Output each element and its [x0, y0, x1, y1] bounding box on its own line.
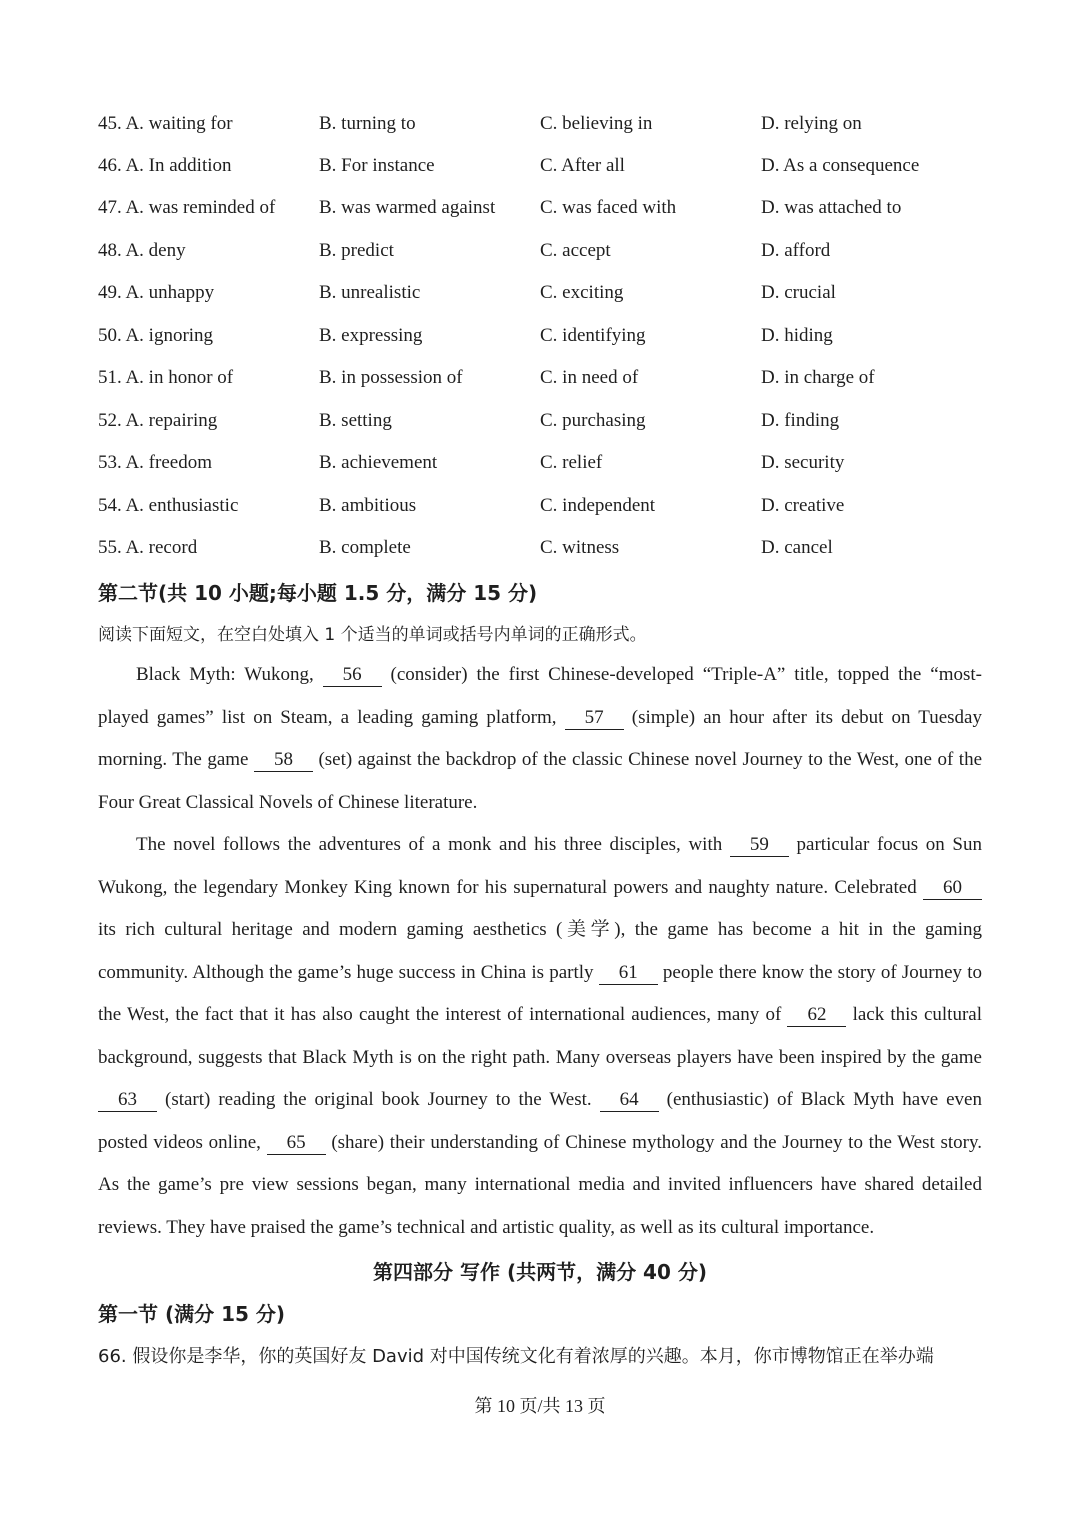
option-b: B. unrealistic: [319, 282, 421, 303]
passage-text: (set) against the backdrop of the classic Chinese novel Journey to the West, one of the Four Great Classical Novels of Chinese literature.: [98, 749, 982, 813]
option-b: B. complete: [319, 537, 411, 558]
passage-text: lack this cultural background, suggests that Black Myth is on the right path. Many overseas players have been inspired by the game: [98, 1004, 982, 1068]
blank-65: 65: [267, 1132, 326, 1155]
option-a: 53. A. freedom: [98, 452, 212, 473]
passage-paragraph-1: [98, 654, 982, 824]
option-c: C. After all: [540, 155, 625, 176]
option-row-54: [98, 490, 982, 522]
option-c: C. accept: [540, 240, 611, 261]
blank-64: 64: [600, 1089, 659, 1112]
question-66: 66. 假设你是李华，你的英国好友 David 对中国传统文化有着浓厚的兴趣。本月，你市博物馆正在举办端: [98, 1346, 934, 1367]
option-c: C. believing in: [540, 113, 653, 134]
option-a: 49. A. unhappy: [98, 282, 215, 303]
passage-text: its rich cultural heritage and modern gaming aesthetics (美学), the game has become a hit in the gaming community. Although the game’s huge success in China is partly: [98, 919, 982, 983]
option-a: 55. A. record: [98, 537, 198, 558]
blank-60: 60: [923, 877, 982, 900]
option-c: C. independent: [540, 495, 656, 516]
passage-text: (start) reading the original book Journey to the West.: [157, 1089, 600, 1110]
option-d: D. As a consequence: [761, 155, 920, 176]
option-c: C. exciting: [540, 282, 624, 303]
option-b: B. turning to: [319, 113, 416, 134]
passage: [98, 654, 982, 1249]
option-a: 48. A. deny: [98, 240, 186, 261]
option-row-52: [98, 405, 982, 437]
option-row-49: [98, 277, 982, 309]
option-row-53: [98, 447, 982, 479]
option-d: D. hiding: [761, 325, 833, 346]
passage-text: (simple) an hour after its debut on Tuesday morning. The game: [98, 706, 982, 770]
option-a: 51. A. in honor of: [98, 367, 234, 388]
option-c: C. purchasing: [540, 410, 646, 431]
option-d: D. cancel: [761, 537, 833, 558]
blank-57: 57: [565, 707, 624, 730]
passage-text: particular focus on Sun Wukong, the legendary Monkey King known for his supernatural powers and naughty nature. Celebrated: [98, 834, 982, 898]
passage-text: (enthusiastic) of Black Myth have even posted videos online,: [98, 1089, 982, 1153]
option-c: C. was faced with: [540, 197, 677, 218]
section2-instruction: 阅读下面短文，在空白处填入 1 个适当的单词或括号内单词的正确形式。: [98, 625, 647, 645]
option-b: B. For instance: [319, 155, 435, 176]
option-d: D. finding: [761, 410, 840, 431]
blank-63: 63: [98, 1089, 157, 1112]
option-b: B. ambitious: [319, 495, 417, 516]
passage-text: people there know the story of Journey to the West, the fact that it has also caught the interest of international audiences, many of: [98, 961, 982, 1025]
passage-text: The novel follows the adventures of a monk and his three disciples, with: [136, 834, 730, 855]
option-b: B. in possession of: [319, 367, 463, 388]
part4-title: 第四部分 写作 (共两节，满分 40 分): [373, 1260, 707, 1284]
option-c: C. in need of: [540, 367, 639, 388]
page-footer: 第 10 页/共 13 页: [474, 1396, 606, 1416]
option-row-46: [98, 150, 982, 182]
passage-text: (share) their understanding of Chinese mythology and the Journey to the West story. As the game’s pre view sessions began, many international media and invited influencers have shared detailed reviews. They have praised the game’s technical and artistic quality, as well as its cultural importance.: [98, 1131, 983, 1238]
option-a: 54. A. enthusiastic: [98, 495, 239, 516]
option-a: 46. A. In addition: [98, 155, 232, 176]
blank-58: 58: [254, 749, 313, 772]
blank-61: 61: [599, 962, 658, 985]
options-section: [98, 100, 982, 570]
option-b: B. was warmed against: [319, 197, 496, 218]
option-c: C. witness: [540, 537, 620, 558]
option-row-51: [98, 362, 982, 394]
part4-section1-heading: 第一节 (满分 15 分): [98, 1302, 286, 1326]
option-row-55: [98, 532, 982, 564]
option-d: D. afford: [761, 240, 831, 261]
option-a: 50. A. ignoring: [98, 325, 214, 346]
option-d: D. in charge of: [761, 367, 875, 388]
blank-62: 62: [787, 1004, 846, 1027]
blank-56: 56: [323, 664, 382, 687]
option-d: D. security: [761, 452, 845, 473]
section2-heading: 第二节(共 10 小题;每小题 1.5 分，满分 15 分): [98, 581, 538, 605]
option-row-50: [98, 320, 982, 352]
option-row-48: [98, 235, 982, 267]
option-row-47: [98, 192, 982, 224]
options-table: [98, 100, 982, 570]
option-d: D. creative: [761, 495, 845, 516]
passage-paragraph-2: [98, 824, 982, 1249]
option-d: D. was attached to: [761, 197, 902, 218]
passage-text: Black Myth: Wukong,: [136, 664, 323, 685]
option-a: 45. A. waiting for: [98, 113, 233, 134]
blank-59: 59: [730, 834, 789, 857]
option-row-45: [98, 108, 982, 140]
option-a: 52. A. repairing: [98, 410, 218, 431]
option-b: B. setting: [319, 410, 392, 431]
option-d: D. relying on: [761, 113, 862, 134]
option-b: B. predict: [319, 240, 394, 261]
option-b: B. expressing: [319, 325, 423, 346]
option-a: 47. A. was reminded of: [98, 197, 276, 218]
option-c: C. identifying: [540, 325, 646, 346]
passage-text: (consider) the first Chinese-developed “Triple-A” title, topped the “most-played games” list on Steam, a leading gaming platform,: [98, 664, 982, 728]
option-d: D. crucial: [761, 282, 836, 303]
option-c: C. relief: [540, 452, 603, 473]
option-b: B. achievement: [319, 452, 438, 473]
